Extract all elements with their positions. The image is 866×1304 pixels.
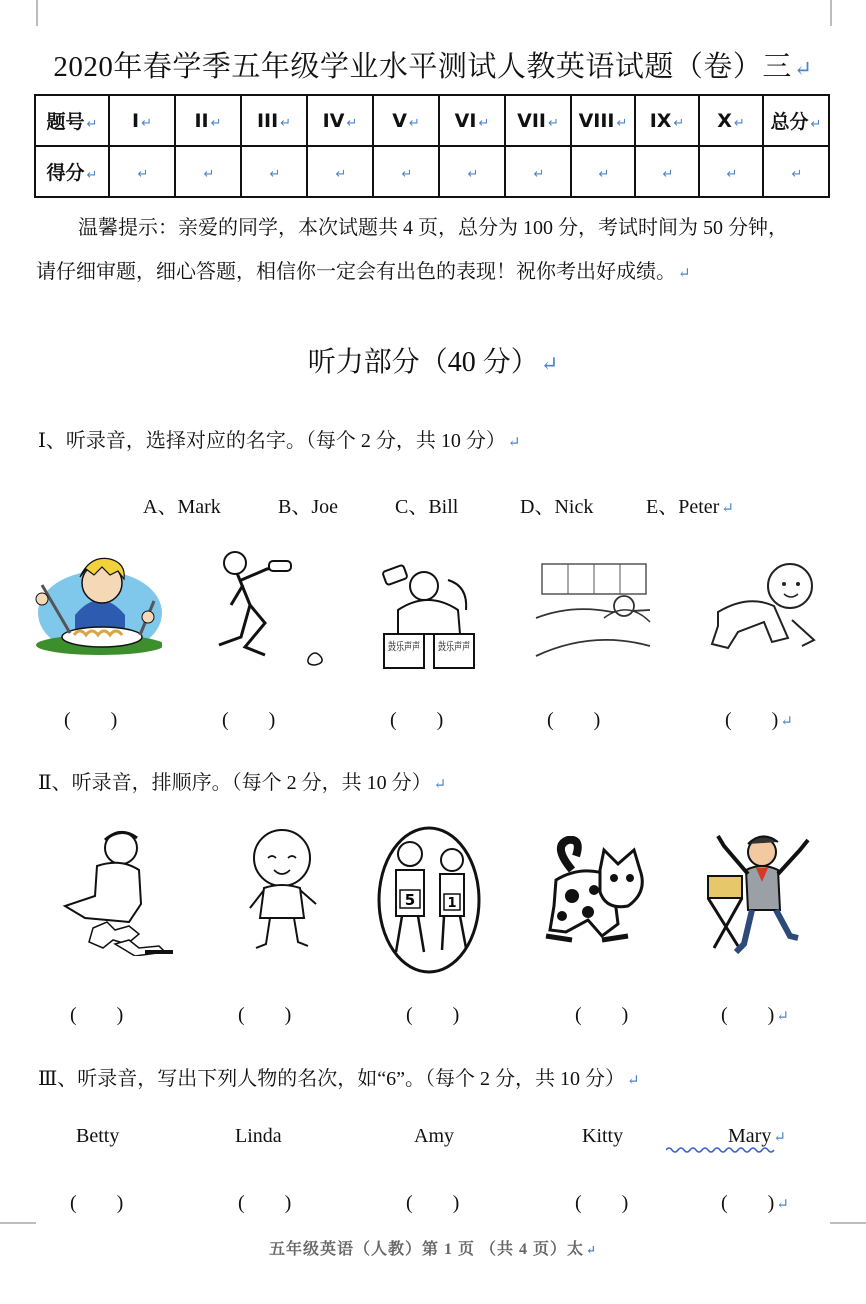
q1-answer-blank-3[interactable]: ( ): [390, 709, 444, 731]
score-cell-total: 总分 ↵: [763, 95, 829, 146]
crop-mark-top-right: [830, 0, 854, 26]
score-cell-q7: VII ↵: [505, 95, 571, 146]
score-blank[interactable]: ↵: [439, 146, 505, 197]
score-blank[interactable]: ↵: [699, 146, 763, 197]
score-cell-q9: IX ↵: [635, 95, 699, 146]
score-cell-q5: V ↵: [373, 95, 439, 146]
baby-crawling-picture: [698, 560, 823, 655]
score-cell-q1: I ↵: [109, 95, 175, 146]
score-table-score-row: [35, 146, 829, 197]
option-e: E、Peter ↵: [646, 496, 734, 518]
score-blank[interactable]: ↵: [307, 146, 373, 197]
option-b: B、Joe: [278, 496, 338, 518]
runner-number-5: 5: [404, 891, 416, 909]
score-blank[interactable]: ↵: [109, 146, 175, 197]
tip-line-1: 温馨提示：亲爱的同学，本次试题共 4 页，总分为 100 分，考试时间为 50 分钟，: [78, 217, 788, 239]
man-cheering-by-chair-picture: [700, 826, 818, 958]
crop-mark-bottom-left: [0, 1222, 36, 1225]
tip-line-2: 请仔细审题，细心答题，相信你一定会有出色的表现！祝你考出好成绩。 ↵: [36, 261, 691, 283]
crop-mark-top-left: [14, 0, 38, 26]
two-runners-picture: [376, 826, 482, 974]
score-blank[interactable]: ↵: [571, 146, 635, 197]
score-cell-q6: VI ↵: [439, 95, 505, 146]
name-linda: Linda: [235, 1125, 282, 1147]
boy-running-drinking-picture: [205, 545, 330, 670]
score-row-label: 得分 ↵: [35, 146, 109, 197]
q3-answer-blank-2[interactable]: ( ): [238, 1192, 292, 1214]
crop-mark-bottom-right: [830, 1222, 866, 1225]
listening-section-title: 听力部分（40 分）↵: [307, 347, 559, 378]
score-blank[interactable]: ↵: [763, 146, 829, 197]
q3-answer-blank-5[interactable]: ( ) ↵: [721, 1192, 789, 1214]
q3-answer-blank-1[interactable]: ( ): [70, 1192, 124, 1214]
score-cell-q3: III ↵: [241, 95, 307, 146]
option-c: C、Bill: [395, 496, 459, 518]
q2-answer-blank-3[interactable]: ( ): [406, 1004, 460, 1026]
score-blank[interactable]: ↵: [505, 146, 571, 197]
score-cell-q2: II ↵: [175, 95, 241, 146]
score-cell-label: 题号 ↵: [35, 95, 109, 146]
score-blank[interactable]: ↵: [241, 146, 307, 197]
option-a: A、Mark: [143, 496, 221, 518]
page-title: 2020年春学季五年级学业水平测试人教英语试题（卷）三↵: [53, 51, 813, 83]
drum-text-right: 鼓乐声声: [438, 640, 482, 653]
score-table-header-row: [35, 95, 829, 146]
child-sleeping-in-bed-picture: [532, 560, 654, 660]
person-drinking-behind-drums-picture: [378, 560, 483, 672]
name-mary: Mary ↵: [728, 1125, 786, 1147]
option-d: D、Nick: [520, 496, 594, 518]
q1-answer-blank-2[interactable]: ( ): [222, 709, 276, 731]
score-cell-q4: IV ↵: [307, 95, 373, 146]
score-blank[interactable]: ↵: [635, 146, 699, 197]
q2-answer-blank-4[interactable]: ( ): [575, 1004, 629, 1026]
q2-answer-blank-2[interactable]: ( ): [238, 1004, 292, 1026]
score-blank[interactable]: ↵: [373, 146, 439, 197]
boy-doing-puzzle-picture: [45, 826, 177, 956]
page-footer: 五年级英语（人教）第 1 页 （共 4 页）太 ↵: [268, 1241, 598, 1258]
drum-text-left: 鼓乐声声: [388, 640, 432, 653]
name-kitty: Kitty: [582, 1125, 624, 1147]
question-1-heading: Ⅰ、听录音，选择对应的名字。（每个 2 分，共 10 分） ↵: [38, 430, 521, 452]
q2-answer-blank-5[interactable]: ( ) ↵: [721, 1004, 789, 1026]
q1-answer-blank-4[interactable]: ( ): [547, 709, 601, 731]
q1-answer-blank-5[interactable]: ( ) ↵: [725, 709, 793, 731]
q1-answer-blank-1[interactable]: ( ): [64, 709, 118, 731]
score-table: [34, 94, 830, 198]
q3-answer-blank-4[interactable]: ( ): [575, 1192, 629, 1214]
spotted-cat-picture: [542, 836, 654, 948]
q2-answer-blank-1[interactable]: ( ): [70, 1004, 124, 1026]
name-betty: Betty: [76, 1125, 120, 1147]
runner-number-1: 1: [447, 896, 457, 911]
boy-eating-noodles-picture: [30, 545, 162, 655]
question-3-heading: Ⅲ、听录音，写出下列人物的名次，如“6”。（每个 2 分，共 10 分） ↵: [38, 1068, 640, 1090]
score-cell-q10: X ↵: [699, 95, 763, 146]
name-amy: Amy: [414, 1125, 454, 1147]
q3-answer-blank-3[interactable]: ( ): [406, 1192, 460, 1214]
spellcheck-squiggle: [666, 1146, 776, 1154]
score-cell-q8: VIII ↵: [571, 95, 635, 146]
score-blank[interactable]: ↵: [175, 146, 241, 197]
question-2-heading: Ⅱ、听录音，排顺序。（每个 2 分，共 10 分） ↵: [38, 772, 447, 794]
baby-walking-picture: [242, 826, 324, 954]
